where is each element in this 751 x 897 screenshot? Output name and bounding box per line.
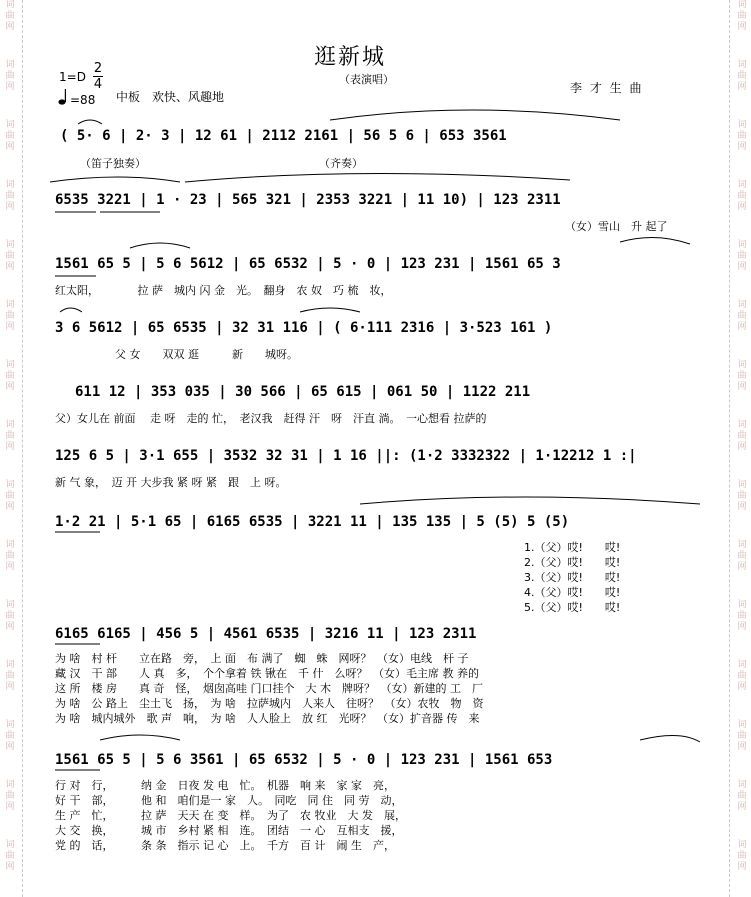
- page-edge-right: [729, 0, 730, 897]
- watermark-stamp: 词曲网: [737, 300, 747, 332]
- slur-mark: [360, 497, 700, 504]
- watermark-stamp: 词曲网: [5, 60, 15, 92]
- time-signature: [91, 62, 105, 91]
- slur-mark: [640, 735, 700, 742]
- watermark-stamp: 词曲网: [5, 240, 15, 272]
- slur-mark: [185, 173, 570, 182]
- lyric-line-8-4: 为 啥 公 路上 尘土飞 扬， 为 啥 拉萨城内 人来人 往呀？ （女）农牧 物 资: [55, 697, 484, 710]
- composer-credit: 李 才 生 曲: [570, 81, 644, 95]
- watermark-stamp: 词曲网: [737, 720, 747, 752]
- watermark-stamp: 词曲网: [5, 780, 15, 812]
- watermark-stamp: 词曲网: [5, 360, 15, 392]
- music-line-9: 1561 65 5 | 5 6 3561 | 65 6532 | 5 · 0 | 123 231 | 1561 653: [55, 752, 553, 768]
- watermark-stamp: 词曲网: [737, 60, 747, 92]
- watermark-stamp: 词曲网: [737, 540, 747, 572]
- lyric-block-9: [55, 778, 406, 853]
- slur-mark: [78, 120, 102, 124]
- music-line-6: 125 6 5 | 3·1 655 | 3532 32 31 | 1 16 ||: (1·2 3332322 | 1·12212 1 :|: [55, 448, 637, 464]
- music-line-8: 6165 6165 | 456 5 | 4561 6535 | 3216 11 | 123 2311: [55, 626, 477, 642]
- verse-call-2: 2.（父）哎! 哎!: [524, 556, 621, 569]
- lyric-line-9-2: 好 干 部， 他 和 咱们是一 家 人。 同吃 同 住 同 劳 动，: [55, 794, 403, 807]
- subtitle: （表演唱）: [339, 73, 394, 86]
- music-line-2: 6535 3221 | 1 · 23 | 565 321 | 2353 3221 | 11 10) | 123 2311: [55, 192, 561, 208]
- lyric-line-2-1: （女）雪山 升 起了: [565, 220, 668, 233]
- watermark-stamp: 词曲网: [737, 360, 747, 392]
- slur-mark: [330, 110, 620, 120]
- lyric-line-9-5: 党 的 话， 条 条 指示 记 心 上。 千方 百 计 闹 生 产，: [55, 839, 395, 852]
- slur-mark: [620, 237, 690, 244]
- watermark-stamp: 词曲网: [5, 420, 15, 452]
- verse-call-4: 4.（父）哎! 哎!: [524, 586, 621, 599]
- watermark-stamp: 词曲网: [5, 300, 15, 332]
- music-line-5: 611 12 | 353 035 | 30 566 | 65 615 | 061 50 | 1122 211: [75, 384, 531, 400]
- watermark-stamp: 词曲网: [737, 660, 747, 692]
- watermark-stamp: 词曲网: [737, 840, 747, 872]
- lyric-line-9-1: 行 对 行， 纳 金 日夜 发 电 忙。 机器 响 来 家 家 亮，: [55, 779, 395, 792]
- verse-calls: [524, 540, 620, 615]
- watermark-stamp: 词曲网: [5, 540, 15, 572]
- slur-mark: [300, 308, 360, 312]
- watermark-stamp: 词曲网: [5, 180, 15, 212]
- watermark-stamp: 词曲网: [5, 480, 15, 512]
- time-signature-bottom: 4: [93, 77, 103, 92]
- watermark-stamp: 词曲网: [5, 600, 15, 632]
- watermark-stamp: 词曲网: [737, 420, 747, 452]
- watermark-stamp: 词曲网: [737, 120, 747, 152]
- lyric-line-8-3: 这 所 楼 房 真 奇 怪， 烟囱高哇 门口挂个 大 木 牌呀？ （女）新建的 工 厂: [55, 682, 483, 695]
- page-edge-left: [22, 0, 23, 897]
- lyric-line-8-5: 为 啥 城内城外 歌 声 响， 为 啥 人人脸上 放 红 光呀？ （女）扩音器 传 来: [55, 712, 480, 725]
- music-line-1: ( 5· 6 | 2· 3 | 12 61 | 2112 2161 | 56 5 6 | 653 3561: [60, 128, 507, 144]
- tempo-marking: 中板 欢快、风趣地: [116, 90, 225, 104]
- watermark-stamp: 词曲网: [737, 240, 747, 272]
- lyric-line-6-1: 新 气 象， 迈 开 大步我 紧 呀 紧 跟 上 呀。: [55, 476, 287, 489]
- watermark-stamp: 词曲网: [737, 480, 747, 512]
- watermark-stamp: 词曲网: [5, 720, 15, 752]
- lyric-line-9-3: 生 产 忙， 拉 萨 天天 在 变 样。 为了 农 牧业 大 发 展，: [55, 809, 406, 822]
- watermark-stamp: 词曲网: [5, 120, 15, 152]
- lyric-block-8: [55, 651, 484, 726]
- time-signature-top: 2: [93, 61, 103, 76]
- page-title: 逛新城: [314, 45, 387, 70]
- watermark-stamp: 词曲网: [5, 840, 15, 872]
- tempo-value: =88: [70, 93, 96, 107]
- verse-call-3: 3.（父）哎! 哎!: [524, 571, 621, 584]
- watermark-stamp: 词曲网: [5, 0, 15, 32]
- slur-mark: [130, 243, 190, 248]
- slur-mark: [50, 177, 180, 182]
- flute-solo-marker: （笛子独奏）: [80, 157, 146, 170]
- lyric-line-8-1: 为 啥 村 杆 立在路 旁， 上 面 布 满了 蜘 蛛 网呀？ （女）电线 杆 子: [55, 652, 469, 665]
- music-line-7: 1·2 21 | 5·1 65 | 6165 6535 | 3221 11 | 135 135 | 5 (5) 5 (5): [55, 514, 570, 530]
- lyric-line-3-1: 红太阳， 拉 萨 城内 闪 金 光。 翻身 农 奴 巧 梳 妆，: [55, 284, 392, 297]
- key-signature: 1=D: [59, 70, 86, 84]
- slur-mark: [60, 308, 82, 312]
- verse-call-5: 5.（父）哎! 哎!: [524, 601, 621, 614]
- watermark-stamp: 词曲网: [737, 180, 747, 212]
- lyric-line-5-1: 父）女儿在 前面 走 呀 走的 忙， 老汉我 赶得 汗 呀 汗直 淌。 一心想看 拉萨的: [55, 412, 487, 425]
- lyric-line-4-1: 父 女 双双 逛 新 城呀。: [115, 348, 298, 361]
- lyric-line-9-4: 大 交 换， 城 市 乡村 紧 相 连。 团结 一 心 互相支 援，: [55, 824, 403, 837]
- slur-mark: [100, 735, 180, 740]
- music-line-3: 1561 65 5 | 5 6 5612 | 65 6532 | 5 · 0 | 123 231 | 1561 65 3: [55, 256, 561, 272]
- watermark-stamp: 词曲网: [737, 780, 747, 812]
- quarter-note-icon: [58, 88, 70, 106]
- tutti-marker: （齐奏）: [319, 157, 363, 170]
- lyric-line-8-2: 藏 汉 干 部 人 真 多， 个个拿着 铁 锹在 千 什 么呀？ （女）毛主席 教 养的: [55, 667, 479, 680]
- verse-call-1: 1.（父）哎! 哎!: [524, 541, 621, 554]
- watermark-stamp: 词曲网: [737, 0, 747, 32]
- music-line-4: 3 6 5612 | 65 6535 | 32 31 116 | ( 6·111 2316 | 3·523 161 ): [55, 320, 553, 336]
- watermark-stamp: 词曲网: [737, 600, 747, 632]
- watermark-stamp: 词曲网: [5, 660, 15, 692]
